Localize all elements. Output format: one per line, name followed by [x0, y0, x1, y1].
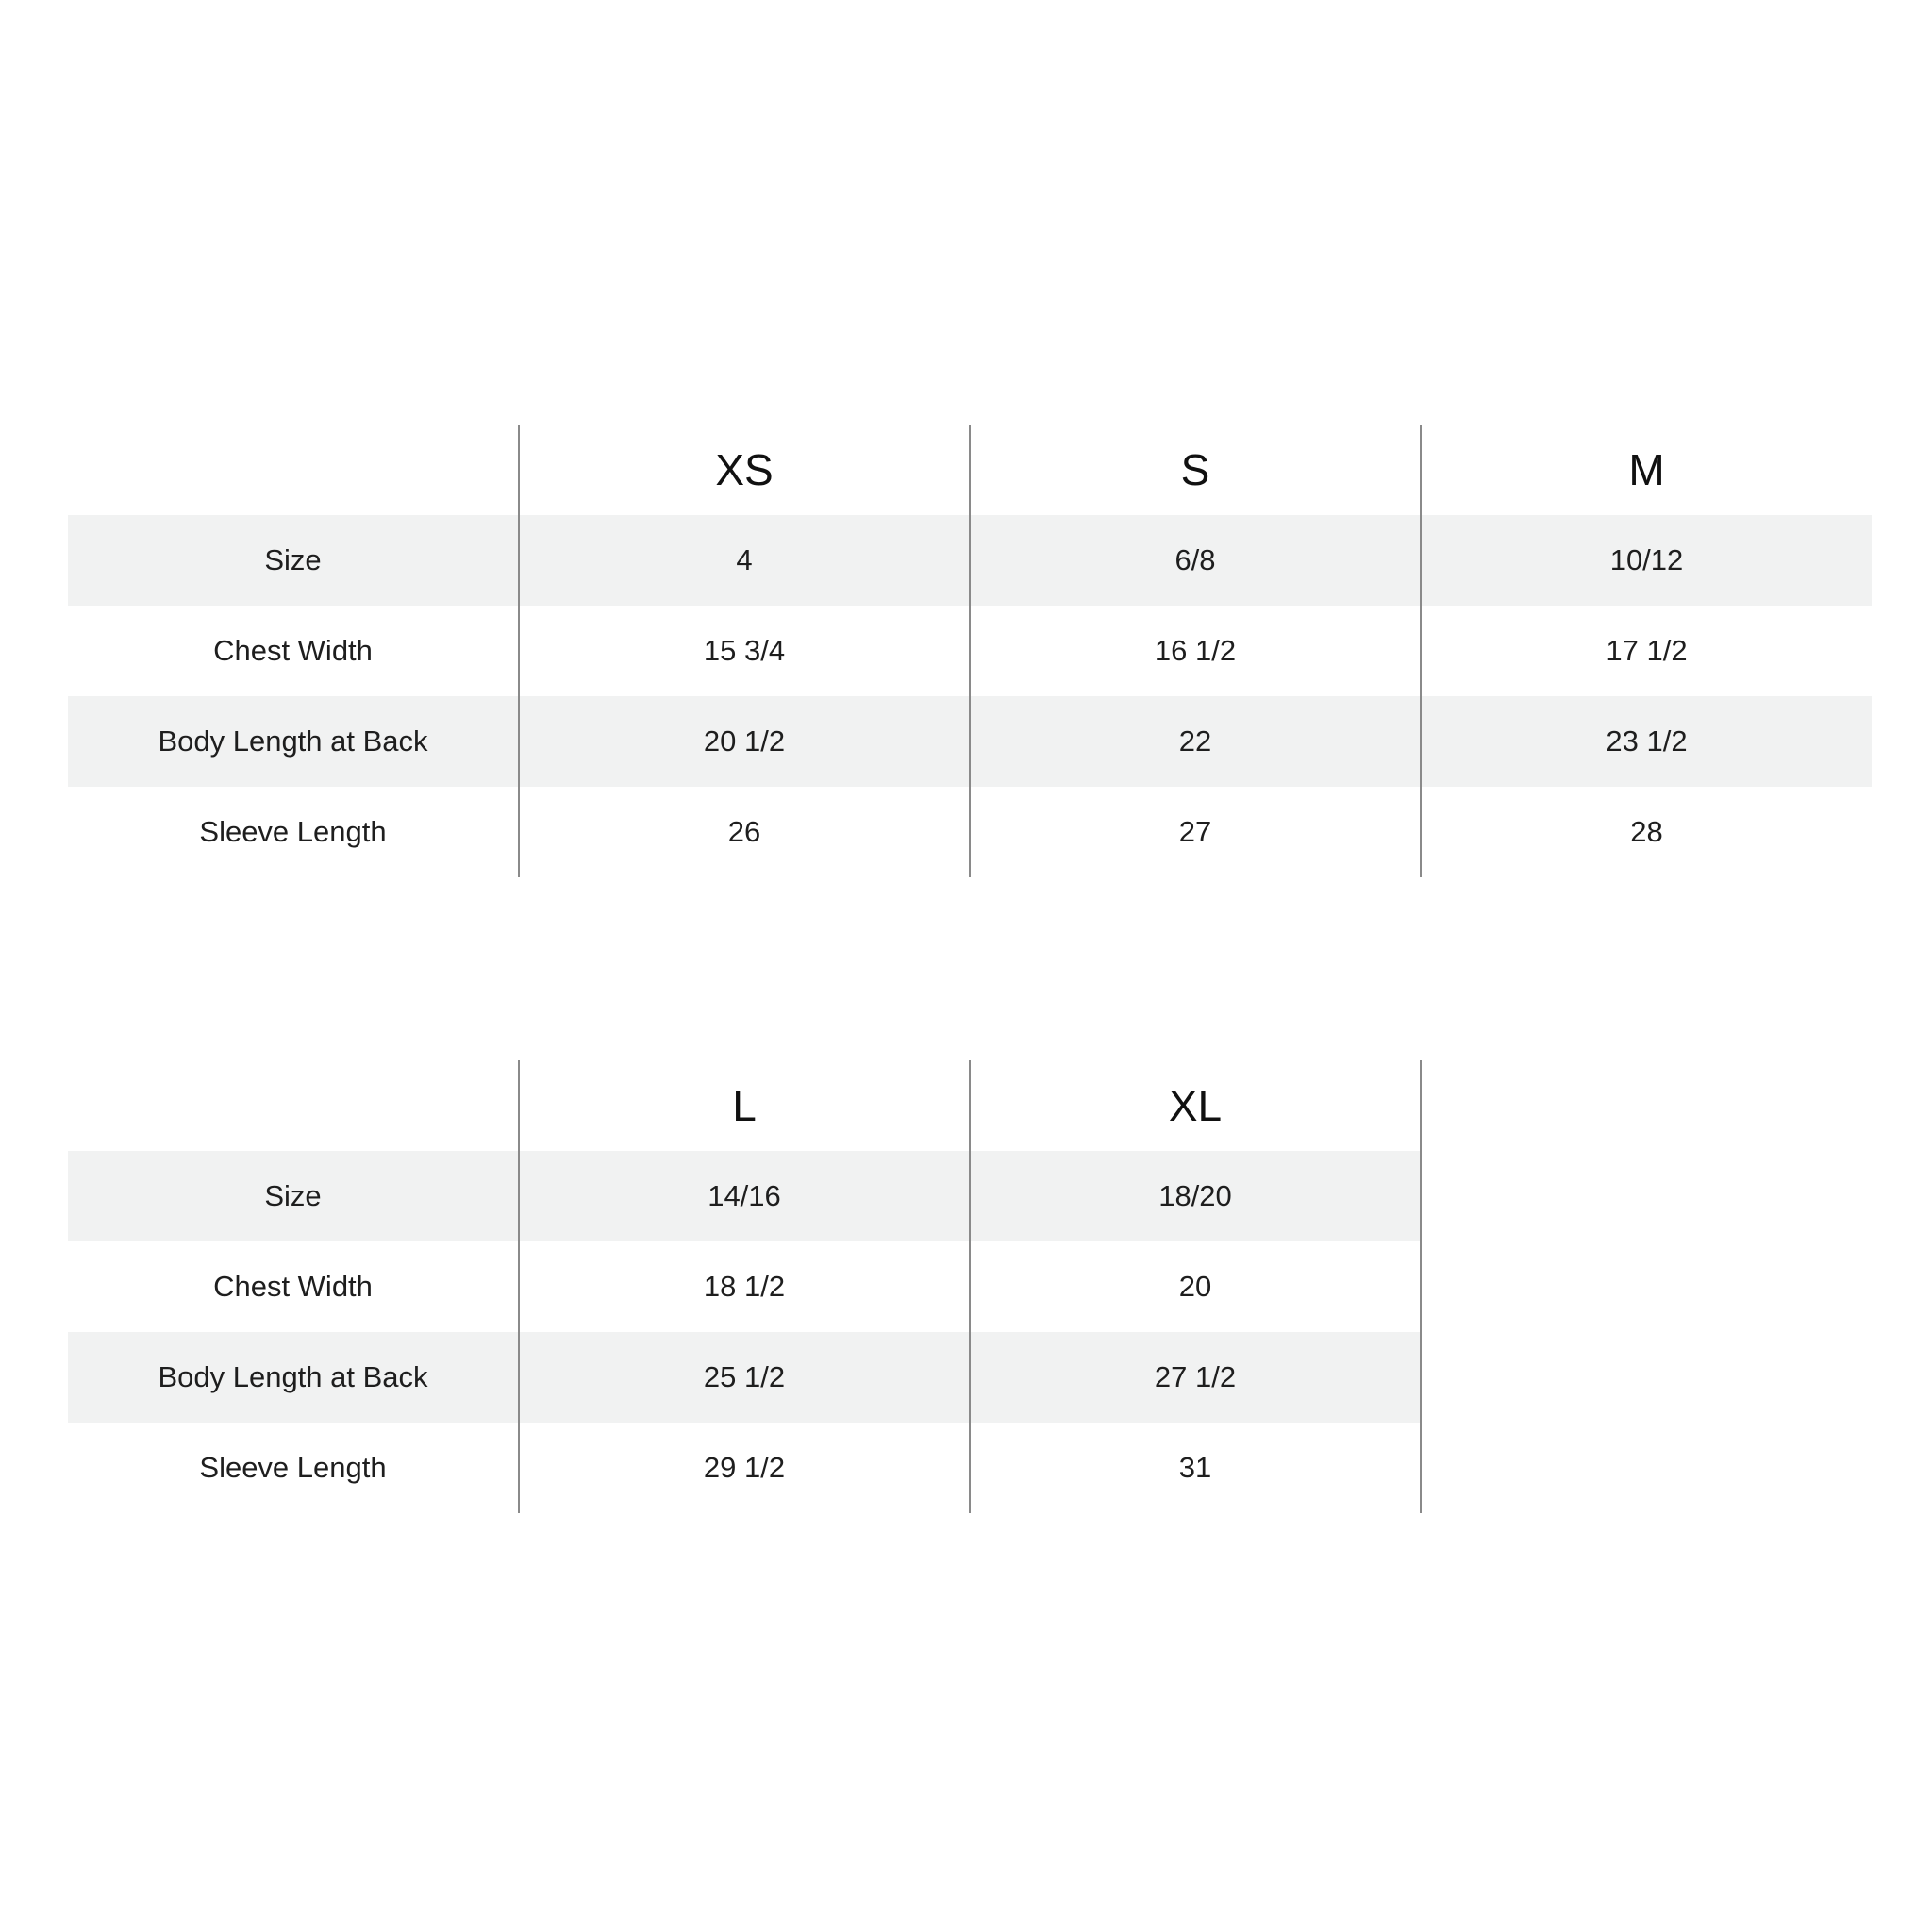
row-label-sleeve-length: Sleeve Length	[199, 1451, 387, 1484]
header-corner	[68, 1060, 519, 1151]
table-cell: 27 1/2	[970, 1332, 1421, 1423]
row-label-body-length: Body Length at Back	[68, 1332, 519, 1423]
table-row	[68, 1423, 1421, 1513]
table-row	[68, 696, 1872, 787]
size-header-s: S	[970, 425, 1421, 515]
table-cell: 4	[519, 515, 970, 606]
row-label-size: Size	[68, 1151, 519, 1241]
size-header-xl: XL	[970, 1060, 1421, 1151]
row-label-sleeve-length: Sleeve Length	[199, 815, 387, 848]
table-cell: 26	[519, 787, 970, 877]
table-row	[68, 787, 1872, 877]
table-cell: 23 1/2	[1421, 696, 1872, 787]
size-header-row	[68, 1060, 1421, 1151]
table-cell: 25 1/2	[519, 1332, 970, 1423]
table-cell: 10/12	[1421, 515, 1872, 606]
table-cell: 17 1/2	[1421, 606, 1872, 696]
table-cell: 6/8	[970, 515, 1421, 606]
table-cell: 15 3/4	[519, 606, 970, 696]
table-cell: 18/20	[970, 1151, 1421, 1241]
size-header-row	[68, 425, 1872, 515]
table-cell: 16 1/2	[970, 606, 1421, 696]
table-cell: 22	[970, 696, 1421, 787]
table-cell: 27	[970, 787, 1421, 877]
table-cell: 28	[1421, 787, 1872, 877]
row-label-body-length: Body Length at Back	[68, 696, 519, 787]
table-cell: 20 1/2	[519, 696, 970, 787]
table-cell: 29 1/2	[519, 1423, 970, 1513]
table-row	[68, 1151, 1421, 1241]
table-row	[68, 606, 1872, 696]
header-corner	[68, 425, 519, 515]
table-cell: 18 1/2	[519, 1241, 970, 1332]
row-label-size: Size	[68, 515, 519, 606]
table-cell: 14/16	[519, 1151, 970, 1241]
size-chart-table-2	[68, 1060, 1422, 1513]
size-header-l: L	[519, 1060, 970, 1151]
table-row	[68, 515, 1872, 606]
table-cell: 31	[970, 1423, 1421, 1513]
table-row	[68, 1332, 1421, 1423]
table-row	[68, 1241, 1421, 1332]
size-chart-table-1	[68, 425, 1872, 877]
table-cell: 20	[970, 1241, 1421, 1332]
size-header-m: M	[1421, 425, 1872, 515]
row-label-chest-width: Chest Width	[213, 1270, 373, 1303]
size-header-xs: XS	[519, 425, 970, 515]
row-label-chest-width: Chest Width	[213, 634, 373, 667]
